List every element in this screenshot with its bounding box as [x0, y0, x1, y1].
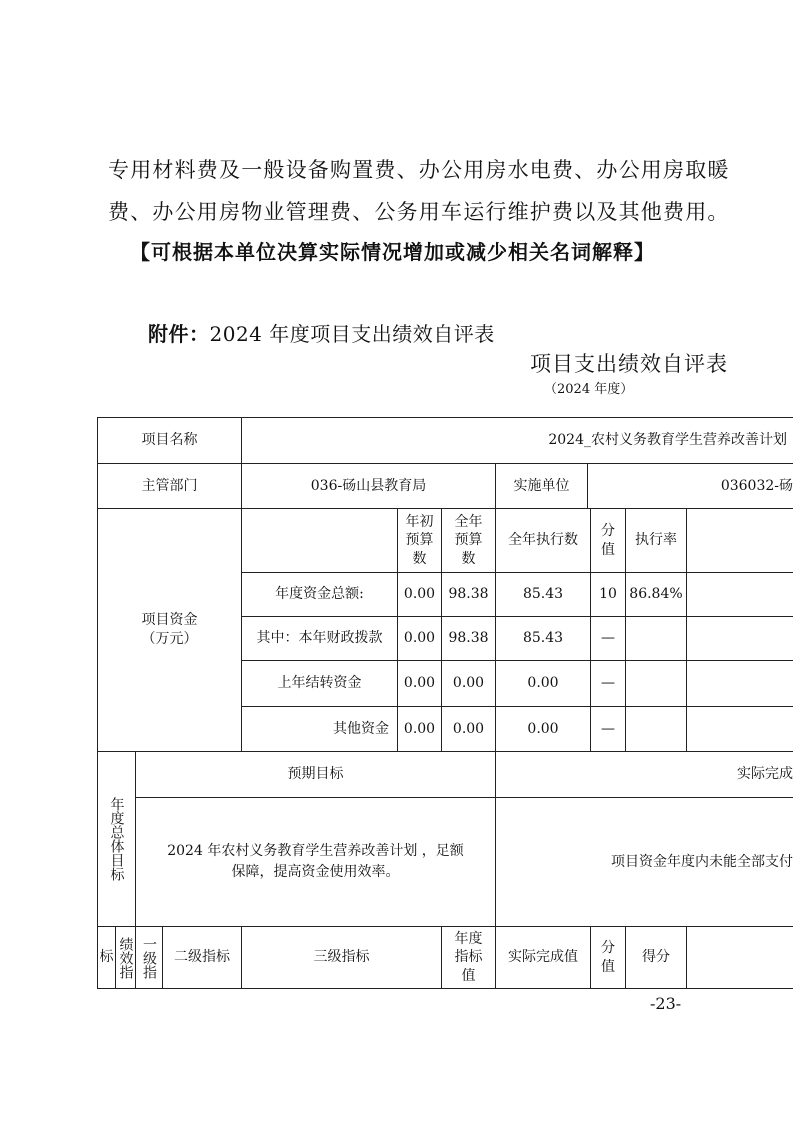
- funds-row-score: —: [601, 675, 615, 692]
- project-funds-label-text: 项目资金（万元）: [141, 612, 198, 647]
- funds-row-annual: 98.38: [448, 586, 489, 603]
- funds-row-initial: 0.00: [403, 586, 436, 603]
- expected-goal-content: [136, 798, 495, 926]
- funds-row-label: 年度资金总额:: [275, 586, 364, 603]
- actual-goal-text: 项目资金年度内未能全部支付: [611, 853, 793, 870]
- funds-header-annual-budget-text: 全年预算数: [454, 514, 483, 567]
- body-paragraph-line-2: 费、办公用房物业管理费、公务用车运行维护费以及其他费用。: [108, 200, 730, 224]
- indicator-header-score: [591, 927, 625, 988]
- funds-header-score: [591, 509, 625, 572]
- indicator-header-score-text: 分值: [601, 940, 615, 975]
- funds-row-annual: 98.38: [448, 630, 489, 647]
- project-funds-label: [98, 509, 241, 751]
- department-label: 主管部门: [141, 477, 198, 494]
- funds-header-initial-budget: [398, 509, 441, 572]
- actual-goal-content: [496, 798, 793, 926]
- funds-row-executed: 0.00: [527, 720, 559, 737]
- funds-row-initial: 0.00: [403, 720, 436, 737]
- funds-row-annual: 0.00: [452, 720, 485, 737]
- project-name-text: 2024_农村义务教育学生营养改善计划: [548, 432, 787, 449]
- funds-row-label: 其中：本年财政拨款: [256, 630, 383, 647]
- funds-header-executed: 全年执行数: [508, 532, 578, 549]
- implementing-unit-label: 实施单位: [513, 477, 570, 494]
- grid-line: [97, 988, 793, 989]
- project-name-value: [242, 418, 793, 463]
- table-subtitle: （2024 年度）: [544, 382, 634, 397]
- table-title: 项目支出绩效自评表: [530, 352, 728, 376]
- department-value: 036-砀山县教育局: [310, 477, 427, 494]
- project-name-label: 项目名称: [141, 432, 198, 449]
- grid-line: [686, 508, 687, 751]
- funds-row-annual: 0.00: [452, 675, 485, 692]
- indicator-header-level1-text: 一级指: [141, 936, 157, 979]
- annual-goal-label: [98, 752, 135, 926]
- expected-goal-header: 预期目标: [287, 766, 344, 783]
- funds-row-executed: 0.00: [527, 675, 559, 692]
- funds-row-score: —: [601, 630, 615, 647]
- instruction-note: 【可根据本单位决算实际情况增加或减少相关名词解释】: [130, 240, 655, 264]
- indicator-header-perf-text: 绩效指: [117, 936, 134, 979]
- funds-row-score: —: [601, 720, 615, 737]
- funds-header-score-text: 分值: [601, 523, 615, 558]
- indicator-header-actual-value: 实际完成值: [508, 949, 578, 966]
- funds-row-score: 10: [599, 586, 617, 603]
- funds-row-rate: [626, 617, 686, 660]
- funds-row-rate: [626, 661, 686, 706]
- funds-header-rate: 执行率: [635, 532, 677, 549]
- annual-goal-label-text: 年度总体目标: [108, 797, 125, 881]
- funds-row-rate: [626, 707, 686, 751]
- attachment-heading: [148, 318, 495, 347]
- funds-row-executed: 85.43: [522, 586, 564, 603]
- actual-goal-header: [496, 752, 793, 797]
- body-paragraph-line-1: 专用材料费及一般设备购置费、办公用房水电费、办公用房取暖: [108, 158, 730, 182]
- indicator-header-level3: 三级指标: [313, 949, 370, 966]
- actual-goal-header-text: 实际完成: [737, 766, 793, 783]
- funds-row-label: 上年结转资金: [277, 675, 362, 692]
- indicator-header-annual-value-text: 年度指标值: [454, 931, 483, 984]
- funds-header-initial-budget-text: 年初预算数: [405, 514, 434, 567]
- attachment-title: 2024 年度项目支出绩效自评表: [209, 322, 495, 346]
- indicator-header-perf-suffix: 标: [99, 949, 114, 966]
- funds-row-label-text: 其他资金: [333, 720, 389, 737]
- expected-goal-text: 2024 年农村义务教育学生营养改善计划 ，足额保障，提高资金使用效率。: [167, 843, 464, 880]
- funds-row-executed: 85.43: [522, 630, 564, 647]
- indicator-header-level2: 二级指标: [174, 949, 230, 966]
- funds-row-initial: 0.00: [403, 630, 436, 647]
- funds-header-annual-budget: [442, 509, 495, 572]
- funds-row-rate: 86.84%: [629, 586, 683, 603]
- implementing-unit-text: 036032-砀: [720, 477, 793, 494]
- attachment-label: 附件：: [148, 322, 210, 346]
- indicator-header-level1: [136, 927, 162, 988]
- funds-row-label: [242, 707, 397, 751]
- funds-row-initial: 0.00: [403, 675, 436, 692]
- indicator-header-perf: [116, 927, 135, 988]
- implementing-unit-value: [588, 464, 793, 508]
- indicator-header-got: 得分: [642, 949, 670, 966]
- page-number: -23-: [650, 994, 682, 1013]
- grid-line: [686, 926, 687, 988]
- indicator-header-annual-value: [442, 927, 495, 988]
